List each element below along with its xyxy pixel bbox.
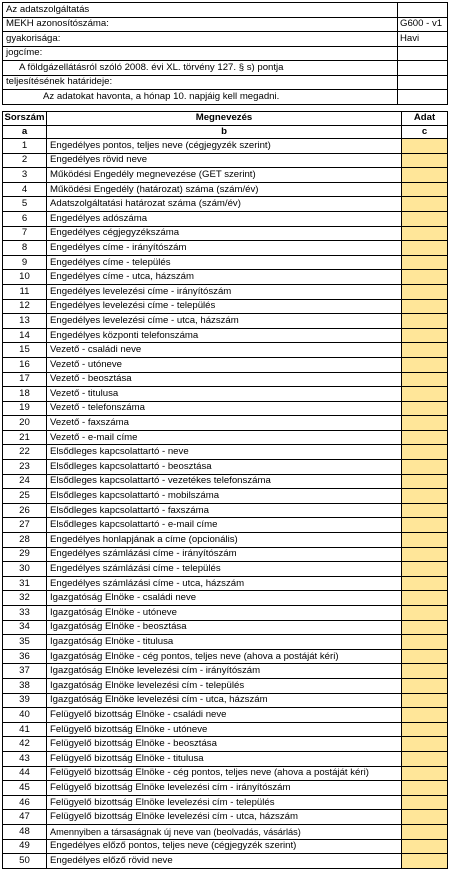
deadline-text: Az adatokat havonta, a hónap 10. napjáig kell megadni. <box>3 90 398 105</box>
metadata-row <box>3 3 448 18</box>
table-row <box>3 795 448 810</box>
row-number: 25 <box>3 489 47 504</box>
row-label: Igazgatóság Elnöke - utóneve <box>47 606 402 621</box>
data-input-cell[interactable] <box>402 328 448 343</box>
table-row <box>3 153 448 168</box>
row-number: 43 <box>3 751 47 766</box>
data-input-cell[interactable] <box>402 445 448 460</box>
table-row <box>3 416 448 431</box>
row-number: 49 <box>3 839 47 854</box>
table-row <box>3 182 448 197</box>
table-row <box>3 211 448 226</box>
row-number: 7 <box>3 226 47 241</box>
row-number: 26 <box>3 503 47 518</box>
row-label: Vezető - faxszáma <box>47 416 402 431</box>
metadata-label: jogcíme: <box>3 46 398 61</box>
row-label: Engedélyes levelezési címe - utca, házszám <box>47 314 402 329</box>
table-row <box>3 839 448 854</box>
table-row <box>3 270 448 285</box>
row-number: 21 <box>3 430 47 445</box>
row-label: Engedélyes cégjegyzékszáma <box>47 226 402 241</box>
column-header-adat: Adat <box>402 112 448 126</box>
row-number: 8 <box>3 241 47 256</box>
data-input-cell[interactable] <box>402 547 448 562</box>
table-row <box>3 751 448 766</box>
row-number: 5 <box>3 197 47 212</box>
row-label: Igazgatóság Elnöke - cég pontos, teljes neve (ahova a postáját kéri) <box>47 649 402 664</box>
table-row <box>3 299 448 314</box>
row-number: 30 <box>3 562 47 577</box>
table-row <box>3 518 448 533</box>
legal-basis-text: A földgázellátásról szóló 2008. évi XL. törvény 127. § s) pontja <box>3 61 398 76</box>
row-label: Működési Engedély megnevezése (GET szerint) <box>47 168 402 183</box>
table-row <box>3 387 448 402</box>
row-label: Felügyelő bizottság Elnöke levelezési cím - irányítószám <box>47 781 402 796</box>
data-input-cell[interactable] <box>402 781 448 796</box>
metadata-label: teljesítésének határideje: <box>3 75 398 90</box>
column-letter-b: b <box>47 125 402 139</box>
data-input-cell[interactable] <box>402 722 448 737</box>
row-label: Vezető - családi neve <box>47 343 402 358</box>
table-row <box>3 620 448 635</box>
table-row <box>3 591 448 606</box>
metadata-row <box>3 75 448 90</box>
row-label: Amennyiben a társaságnak új neve van (beolvadás, vásárlás) <box>47 824 402 839</box>
table-row <box>3 489 448 504</box>
row-label: Igazgatóság Elnöke levelezési cím - település <box>47 678 402 693</box>
row-label: Engedélyes központi telefonszáma <box>47 328 402 343</box>
row-label: Adatszolgáltatási határozat száma (szám/év) <box>47 197 402 212</box>
table-row <box>3 503 448 518</box>
table-row <box>3 693 448 708</box>
frequency-value: Havi <box>398 32 448 47</box>
metadata-value <box>398 90 448 105</box>
table-row <box>3 314 448 329</box>
row-number: 45 <box>3 781 47 796</box>
data-input-cell[interactable] <box>402 620 448 635</box>
data-input-cell[interactable] <box>402 606 448 621</box>
row-number: 17 <box>3 372 47 387</box>
data-input-cell[interactable] <box>402 226 448 241</box>
row-label: Engedélyes adószáma <box>47 211 402 226</box>
data-input-cell[interactable] <box>402 810 448 825</box>
row-label: Engedélyes címe - település <box>47 255 402 270</box>
data-input-cell[interactable] <box>402 416 448 431</box>
table-row <box>3 343 448 358</box>
row-label: Felügyelő bizottság Elnöke - beosztása <box>47 737 402 752</box>
row-label: Engedélyes számlázási címe - utca, házszám <box>47 576 402 591</box>
data-input-cell[interactable] <box>402 284 448 299</box>
row-number: 14 <box>3 328 47 343</box>
row-number: 15 <box>3 343 47 358</box>
row-number: 40 <box>3 708 47 723</box>
table-row <box>3 255 448 270</box>
data-input-cell[interactable] <box>402 518 448 533</box>
data-input-cell[interactable] <box>402 766 448 781</box>
row-label: Elsődleges kapcsolattartó - e-mail címe <box>47 518 402 533</box>
data-input-cell[interactable] <box>402 343 448 358</box>
metadata-label: gyakorisága: <box>3 32 398 47</box>
table-row <box>3 635 448 650</box>
table-row <box>3 430 448 445</box>
data-input-cell[interactable] <box>402 854 448 869</box>
data-input-cell[interactable] <box>402 387 448 402</box>
row-number: 2 <box>3 153 47 168</box>
metadata-value <box>398 61 448 76</box>
row-number: 48 <box>3 824 47 839</box>
row-number: 19 <box>3 401 47 416</box>
table-row <box>3 241 448 256</box>
data-input-cell[interactable] <box>402 357 448 372</box>
row-label: Elsődleges kapcsolattartó - neve <box>47 445 402 460</box>
row-label: Engedélyes számlázási címe - irányítószám <box>47 547 402 562</box>
table-row <box>3 445 448 460</box>
row-label: Igazgatóság Elnöke - családi neve <box>47 591 402 606</box>
table-row <box>3 328 448 343</box>
metadata-row <box>3 32 448 47</box>
row-label: Vezető - beosztása <box>47 372 402 387</box>
table-row <box>3 401 448 416</box>
row-number: 50 <box>3 854 47 869</box>
row-label: Engedélyes előző pontos, teljes neve (cégjegyzék szerint) <box>47 839 402 854</box>
metadata-value <box>398 3 448 18</box>
row-label: Felügyelő bizottság Elnöke levelezési cím - település <box>47 795 402 810</box>
data-input-cell[interactable] <box>402 139 448 154</box>
row-label: Felügyelő bizottság Elnöke - titulusa <box>47 751 402 766</box>
data-input-cell[interactable] <box>402 182 448 197</box>
column-header-row <box>3 112 448 126</box>
data-input-cell[interactable] <box>402 751 448 766</box>
table-row <box>3 168 448 183</box>
data-input-cell[interactable] <box>402 489 448 504</box>
row-label: Felügyelő bizottság Elnöke - cég pontos, teljes neve (ahova a postáját kéri) <box>47 766 402 781</box>
row-label: Engedélyes levelezési címe - irányítószám <box>47 284 402 299</box>
column-header-megnevezes: Megnevezés <box>47 112 402 126</box>
row-number: 3 <box>3 168 47 183</box>
row-number: 32 <box>3 591 47 606</box>
data-input-cell[interactable] <box>402 562 448 577</box>
table-row <box>3 781 448 796</box>
row-number: 1 <box>3 139 47 154</box>
data-input-cell[interactable] <box>402 153 448 168</box>
column-letter-row <box>3 125 448 139</box>
table-row <box>3 722 448 737</box>
row-label: Működési Engedély (határozat) száma (szám/év) <box>47 182 402 197</box>
row-number: 36 <box>3 649 47 664</box>
row-number: 6 <box>3 211 47 226</box>
table-row <box>3 197 448 212</box>
metadata-label: Az adatszolgáltatás <box>3 3 398 18</box>
data-input-cell[interactable] <box>402 635 448 650</box>
data-input-cell[interactable] <box>402 460 448 475</box>
data-input-cell[interactable] <box>402 693 448 708</box>
data-input-cell[interactable] <box>402 649 448 664</box>
row-number: 44 <box>3 766 47 781</box>
row-number: 42 <box>3 737 47 752</box>
row-number: 27 <box>3 518 47 533</box>
row-number: 41 <box>3 722 47 737</box>
table-row <box>3 576 448 591</box>
table-row <box>3 766 448 781</box>
data-input-cell[interactable] <box>402 533 448 548</box>
table-row <box>3 474 448 489</box>
data-input-cell[interactable] <box>402 401 448 416</box>
row-label: Engedélyes rövid neve <box>47 153 402 168</box>
data-table-body <box>3 139 448 869</box>
data-input-cell[interactable] <box>402 211 448 226</box>
row-number: 4 <box>3 182 47 197</box>
column-header-sorszam: Sorszám <box>4 112 45 124</box>
row-label: Engedélyes címe - utca, házszám <box>47 270 402 285</box>
table-row <box>3 854 448 869</box>
row-label: Vezető - titulusa <box>47 387 402 402</box>
table-row <box>3 562 448 577</box>
row-label: Vezető - telefonszáma <box>47 401 402 416</box>
row-label: Igazgatóság Elnöke - beosztása <box>47 620 402 635</box>
row-label: Elsődleges kapcsolattartó - beosztása <box>47 460 402 475</box>
data-input-cell[interactable] <box>402 576 448 591</box>
data-input-cell[interactable] <box>402 255 448 270</box>
table-row <box>3 547 448 562</box>
table-row <box>3 606 448 621</box>
table-row <box>3 460 448 475</box>
row-label: Vezető - e-mail címe <box>47 430 402 445</box>
row-number: 16 <box>3 357 47 372</box>
table-row <box>3 678 448 693</box>
row-label: Engedélyes pontos, teljes neve (cégjegyzék szerint) <box>47 139 402 154</box>
metadata-label: MEKH azonosítószáma: <box>3 17 398 32</box>
row-label: Elsődleges kapcsolattartó - vezetékes telefonszáma <box>47 474 402 489</box>
table-row <box>3 664 448 679</box>
data-input-cell[interactable] <box>402 708 448 723</box>
table-row <box>3 649 448 664</box>
metadata-value <box>398 75 448 90</box>
metadata-row <box>3 90 448 105</box>
row-number: 13 <box>3 314 47 329</box>
row-label: Felügyelő bizottság Elnöke - utóneve <box>47 722 402 737</box>
row-number: 10 <box>3 270 47 285</box>
metadata-table <box>2 2 448 105</box>
data-input-cell[interactable] <box>402 197 448 212</box>
row-number: 20 <box>3 416 47 431</box>
row-label: Elsődleges kapcsolattartó - mobilszáma <box>47 489 402 504</box>
table-row <box>3 810 448 825</box>
row-number: 23 <box>3 460 47 475</box>
row-number: 31 <box>3 576 47 591</box>
metadata-row <box>3 46 448 61</box>
row-label: Elsődleges kapcsolattartó - faxszáma <box>47 503 402 518</box>
metadata-value <box>398 46 448 61</box>
table-row <box>3 226 448 241</box>
row-number: 37 <box>3 664 47 679</box>
data-input-cell[interactable] <box>402 168 448 183</box>
row-label: Felügyelő bizottság Elnöke levelezési cím - utca, házszám <box>47 810 402 825</box>
row-number: 39 <box>3 693 47 708</box>
row-label: Engedélyes levelezési címe - település <box>47 299 402 314</box>
data-input-cell[interactable] <box>402 372 448 387</box>
table-row <box>3 737 448 752</box>
data-table <box>2 111 448 869</box>
data-input-cell[interactable] <box>402 591 448 606</box>
data-input-cell[interactable] <box>402 678 448 693</box>
row-label: Engedélyes számlázási címe - település <box>47 562 402 577</box>
row-label: Engedélyes honlapjának a címe (opcionális) <box>47 533 402 548</box>
row-number: 11 <box>3 284 47 299</box>
table-row <box>3 284 448 299</box>
row-number: 24 <box>3 474 47 489</box>
row-number: 18 <box>3 387 47 402</box>
table-row <box>3 357 448 372</box>
row-number: 46 <box>3 795 47 810</box>
data-input-cell[interactable] <box>402 839 448 854</box>
row-number: 29 <box>3 547 47 562</box>
column-letter-a: a <box>3 125 47 139</box>
row-label: Vezető - utóneve <box>47 357 402 372</box>
data-input-cell[interactable] <box>402 664 448 679</box>
data-input-cell[interactable] <box>402 314 448 329</box>
row-number: 9 <box>3 255 47 270</box>
table-row <box>3 533 448 548</box>
data-input-cell[interactable] <box>402 503 448 518</box>
metadata-row <box>3 17 448 32</box>
table-row <box>3 824 448 839</box>
row-number: 12 <box>3 299 47 314</box>
column-letter-c: c <box>402 125 448 139</box>
row-label: Igazgatóság Elnöke levelezési cím - irányítószám <box>47 664 402 679</box>
table-row <box>3 708 448 723</box>
data-input-cell[interactable] <box>402 430 448 445</box>
row-label: Igazgatóság Elnöke levelezési cím - utca, házszám <box>47 693 402 708</box>
table-row <box>3 372 448 387</box>
data-input-cell[interactable] <box>402 270 448 285</box>
data-input-cell[interactable] <box>402 241 448 256</box>
row-number: 47 <box>3 810 47 825</box>
row-number: 34 <box>3 620 47 635</box>
row-number: 33 <box>3 606 47 621</box>
table-row <box>3 139 448 154</box>
data-input-cell[interactable] <box>402 824 448 839</box>
row-number: 35 <box>3 635 47 650</box>
row-label: Engedélyes címe - irányítószám <box>47 241 402 256</box>
data-input-cell[interactable] <box>402 737 448 752</box>
row-number: 28 <box>3 533 47 548</box>
metadata-row <box>3 61 448 76</box>
data-input-cell[interactable] <box>402 795 448 810</box>
data-input-cell[interactable] <box>402 299 448 314</box>
row-label: Igazgatóság Elnöke - titulusa <box>47 635 402 650</box>
row-number: 38 <box>3 678 47 693</box>
form-code: G600 - v1 <box>398 17 448 32</box>
row-number: 22 <box>3 445 47 460</box>
data-input-cell[interactable] <box>402 474 448 489</box>
row-label: Engedélyes előző rövid neve <box>47 854 402 869</box>
row-label: Felügyelő bizottság Elnöke - családi neve <box>47 708 402 723</box>
